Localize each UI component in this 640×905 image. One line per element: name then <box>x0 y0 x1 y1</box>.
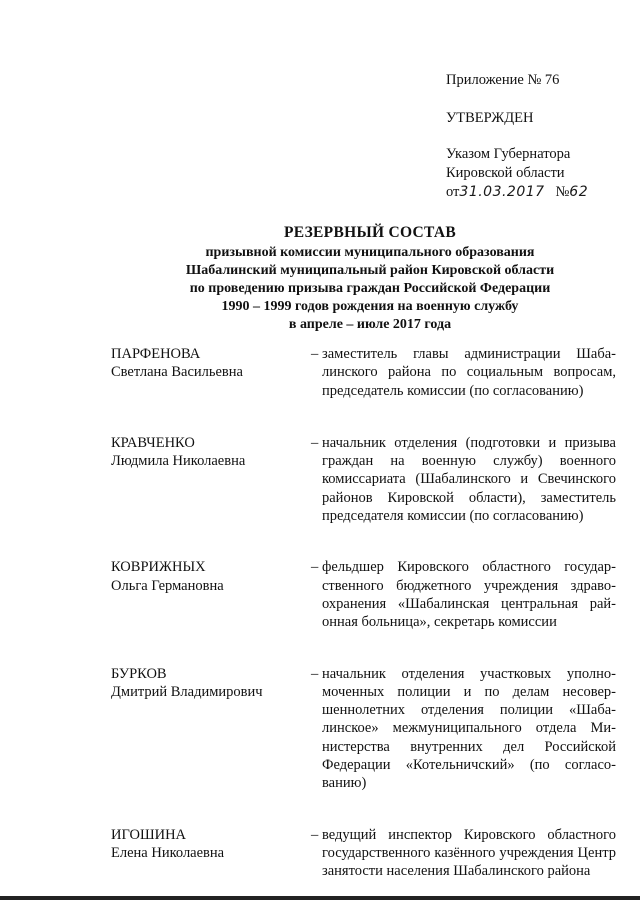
member-list <box>111 345 616 881</box>
member-entry <box>111 345 616 400</box>
member-role: начальник отделения (подготовки и призыва граждан на военную службу) военного комиссариата (Шабалинского и Свечинского районов Кировской области), заместитель председателя комиссии (по согласованию) <box>322 434 616 525</box>
appendix-label: Приложение № 76 <box>446 72 560 88</box>
member-given-names: Ольга Германовна <box>111 577 224 594</box>
member-surname: КРАВЧЕНКО <box>111 434 195 451</box>
handwritten-number: 62 <box>569 184 589 200</box>
member-surname: ПАРФЕНОВА <box>111 346 201 362</box>
number-prefix: № <box>555 184 570 200</box>
member-name <box>111 434 301 471</box>
member-entry <box>111 826 616 881</box>
approval-stamp <box>446 71 626 202</box>
member-name <box>111 558 301 595</box>
scan-bottom-edge <box>0 896 640 900</box>
member-dash: – <box>311 434 319 451</box>
title-line: Шабалинский муниципальный район Кировской области <box>185 263 555 278</box>
member-dash: – <box>311 559 319 576</box>
title-line: призывной комиссии муниципального образования <box>205 245 535 260</box>
member-role: ведущий инспектор Кировского областного государственного казённого учреждения Центр занятости населения Шабалинского района <box>322 826 616 880</box>
title-main: РЕЗЕРВНЫЙ СОСТАВ <box>283 224 457 241</box>
member-entry <box>111 665 616 793</box>
member-given-names: Дмитрий Владимирович <box>111 683 263 700</box>
member-name <box>111 826 301 863</box>
member-entry <box>111 434 616 525</box>
title-line: 1990 – 1999 годов рождения на военную службу <box>221 299 519 314</box>
member-given-names: Светлана Васильевна <box>111 364 243 381</box>
document-title <box>150 224 590 334</box>
decree-line-2: Кировской области <box>446 165 565 181</box>
member-name <box>111 665 301 702</box>
member-surname: КОВРИЖНЫХ <box>111 559 206 576</box>
member-role: начальник отделения участковых уполномоченных полиции и по делам несовершеннолетних отделения полиции «Шабалинское» межмуниципального отдела Министерства внутренних дел Российской Федерации «Котельничский» (по согласованию) <box>322 665 616 792</box>
member-given-names: Людмила Николаевна <box>111 453 246 470</box>
decree-date-line <box>446 183 626 202</box>
member-role: фельдшер Кировского областного государственного бюджетного учреждения здравоохранения «Шабалинская центральная районная больница», секретарь комиссии <box>322 559 616 631</box>
member-given-names: Елена Николаевна <box>111 844 225 861</box>
handwritten-date: 31.03.2017 <box>459 184 545 200</box>
approved-label: УТВЕРЖДЕН <box>446 110 534 126</box>
date-prefix: от <box>446 184 460 200</box>
decree-line-1: Указом Губернатора <box>446 146 571 162</box>
title-line: в апреле – июле 2017 года <box>288 317 452 332</box>
member-name <box>111 345 301 382</box>
member-entry <box>111 558 616 631</box>
member-dash: – <box>311 826 319 843</box>
member-surname: БУРКОВ <box>111 665 167 682</box>
member-role: заместитель главы администрации Шабалинского района по социальным вопросам, председатель комиссии (по согласованию) <box>322 346 616 399</box>
member-dash: – <box>311 346 319 362</box>
member-surname: ИГОШИНА <box>111 826 187 843</box>
title-line: по проведению призыва граждан Российской Федерации <box>189 281 551 296</box>
member-dash: – <box>311 665 319 682</box>
